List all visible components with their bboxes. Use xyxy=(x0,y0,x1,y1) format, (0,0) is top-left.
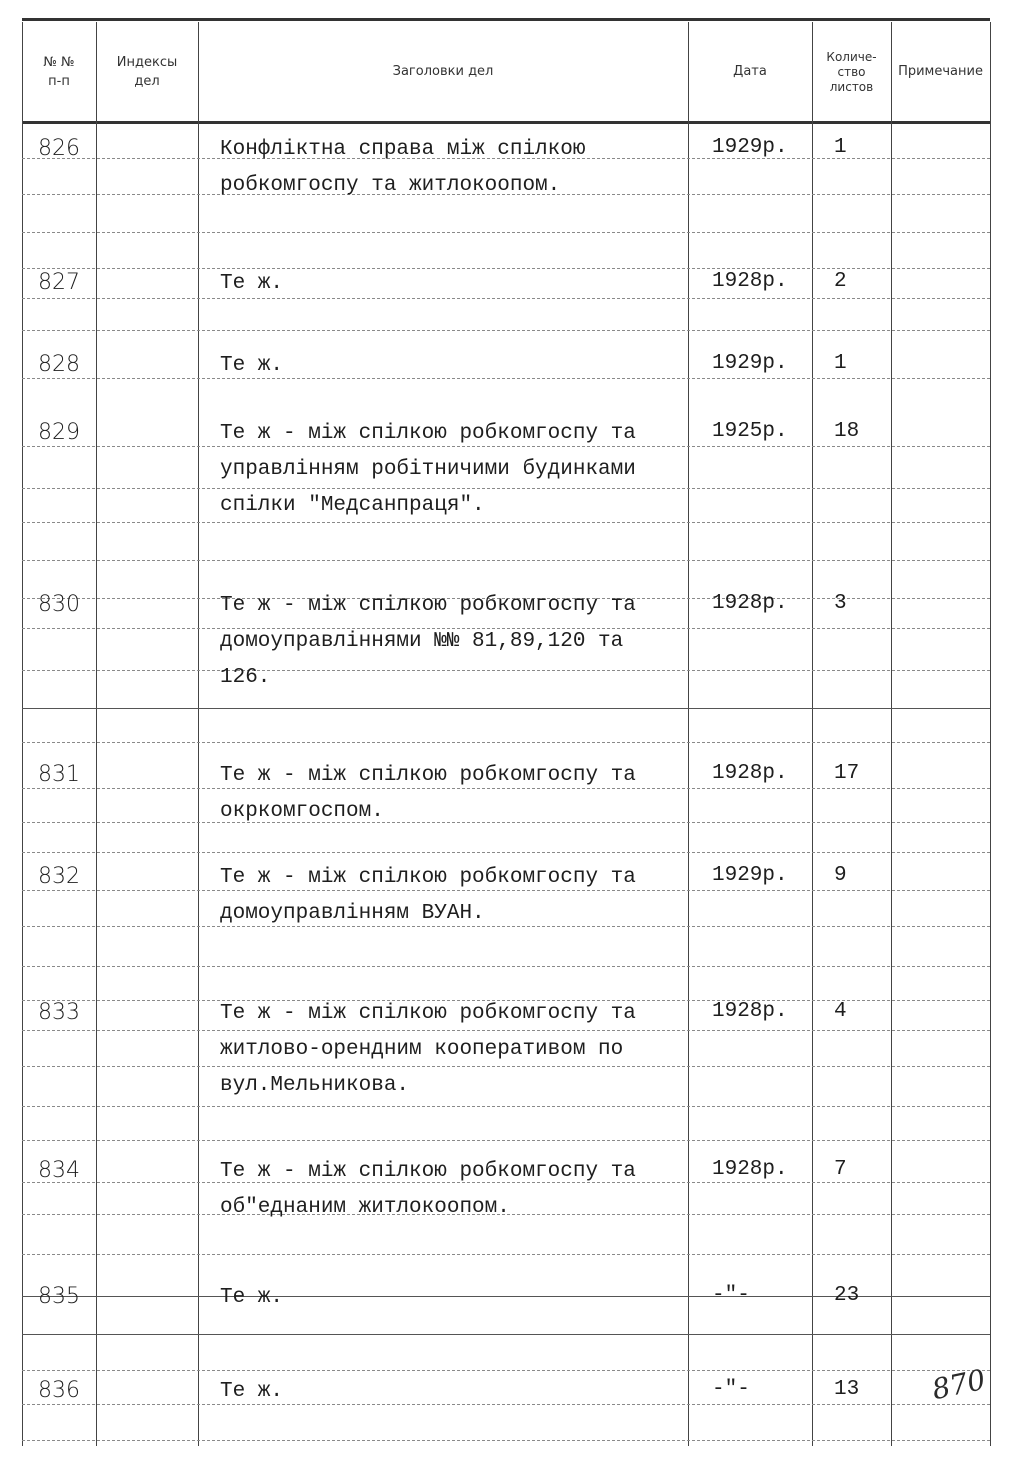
header-number-line2: п-п xyxy=(48,74,70,89)
row-number: 831 xyxy=(38,762,80,787)
row-number: 830 xyxy=(38,592,80,617)
header-sheets-line1: Количе- xyxy=(826,49,877,64)
header-index-line2: дел xyxy=(134,74,160,89)
ruled-line xyxy=(22,852,990,853)
row-number: 835 xyxy=(38,1284,80,1309)
row-sheet-count: 9 xyxy=(834,864,847,887)
row-sheet-count: 18 xyxy=(834,420,860,443)
row-sheet-count: 3 xyxy=(834,592,847,615)
ruled-line xyxy=(22,966,990,967)
header-sheets-line2: ство xyxy=(837,64,866,79)
row-title: Те ж. xyxy=(220,1286,284,1309)
row-title: Те ж - мiж спiлкою робкомгоспу та домоуправлiннями №№ 81,89,120 та 126. xyxy=(220,594,636,689)
column-divider xyxy=(96,22,97,1446)
ruled-line xyxy=(22,1440,990,1441)
row-number: 834 xyxy=(38,1158,80,1183)
ruled-line xyxy=(22,1254,990,1255)
row-title: Те ж. xyxy=(220,354,284,377)
row-date: 1929р. xyxy=(712,352,788,375)
column-divider xyxy=(198,22,199,1446)
header-note-label: Примечание xyxy=(898,64,983,80)
row-title: Те ж - мiж спiлкою робкомгоспу та об"еднаним житлокоопом. xyxy=(220,1160,636,1219)
row-date: 1925р. xyxy=(712,420,788,443)
row-sheet-count: 1 xyxy=(834,352,847,375)
row-date: 1928р. xyxy=(712,762,788,785)
row-date: 1929р. xyxy=(712,136,788,159)
row-sheet-count: 4 xyxy=(834,1000,847,1023)
row-sheet-count: 13 xyxy=(834,1378,860,1401)
header-index-line1: Индексы xyxy=(116,54,178,70)
column-divider xyxy=(812,22,813,1446)
row-number: 833 xyxy=(38,1000,80,1025)
row-date: -"- xyxy=(712,1284,750,1307)
header-index xyxy=(96,24,198,120)
ruled-line xyxy=(22,560,990,561)
row-title: Те ж - мiж спiлкою робкомгоспу та житлово-орендним кооперативом по вул.Мельникова. xyxy=(220,1002,636,1097)
column-divider xyxy=(22,22,23,1446)
row-title: Те ж. xyxy=(220,272,284,295)
row-date: -"- xyxy=(712,1378,750,1401)
row-sheet-count: 17 xyxy=(834,762,860,785)
header-note xyxy=(891,24,990,120)
row-sheet-count: 23 xyxy=(834,1284,860,1307)
row-number: 829 xyxy=(38,420,80,445)
ruled-line xyxy=(22,742,990,743)
ruled-line xyxy=(22,1106,990,1107)
ruled-line xyxy=(22,330,990,331)
ruled-line xyxy=(22,1334,990,1335)
row-date: 1928р. xyxy=(712,270,788,293)
row-number: 836 xyxy=(38,1378,80,1403)
header-date-label: Дата xyxy=(733,64,767,80)
row-number: 827 xyxy=(38,270,80,295)
row-date: 1928р. xyxy=(712,592,788,615)
column-divider xyxy=(990,22,991,1446)
header-title-label: Заголовки дел xyxy=(392,64,494,80)
header-sheets xyxy=(812,24,891,120)
top-border xyxy=(22,18,990,21)
ruled-line xyxy=(22,708,990,709)
row-number: 826 xyxy=(38,136,80,161)
row-number: 828 xyxy=(38,352,80,377)
header-sheets-line3: листов xyxy=(829,79,874,94)
row-title: Те ж - мiж спiлкою робкомгоспу та домоуправлiнням ВУАН. xyxy=(220,866,636,925)
row-title: Те ж. xyxy=(220,1380,284,1403)
column-divider xyxy=(891,22,892,1446)
header-title xyxy=(198,24,688,120)
row-title: Те ж - мiж спiлкою робкомгоспу та управлiнням робiтничими будинками спiлки "Медсанпраця". xyxy=(220,422,636,517)
row-date: 1928р. xyxy=(712,1000,788,1023)
header-bottom-border xyxy=(22,121,990,124)
row-date: 1928р. xyxy=(712,1158,788,1181)
header-number xyxy=(22,24,96,120)
row-sheet-count: 7 xyxy=(834,1158,847,1181)
row-number: 832 xyxy=(38,864,80,889)
ruled-line xyxy=(22,1370,990,1371)
ruled-line xyxy=(22,1140,990,1141)
row-title: Конфлiктна справа мiж спiлкою робкомгоспу та житлокоопом. xyxy=(220,138,586,197)
row-date: 1929р. xyxy=(712,864,788,887)
header-number-line1: № № xyxy=(43,54,75,70)
column-divider xyxy=(688,22,689,1446)
row-title: Те ж - мiж спiлкою робкомгоспу та окркомгоспом. xyxy=(220,764,636,823)
header-date xyxy=(688,24,812,120)
handwritten-page-number: 870 xyxy=(929,1362,989,1407)
row-sheet-count: 1 xyxy=(834,136,847,159)
row-sheet-count: 2 xyxy=(834,270,847,293)
ruled-line xyxy=(22,232,990,233)
